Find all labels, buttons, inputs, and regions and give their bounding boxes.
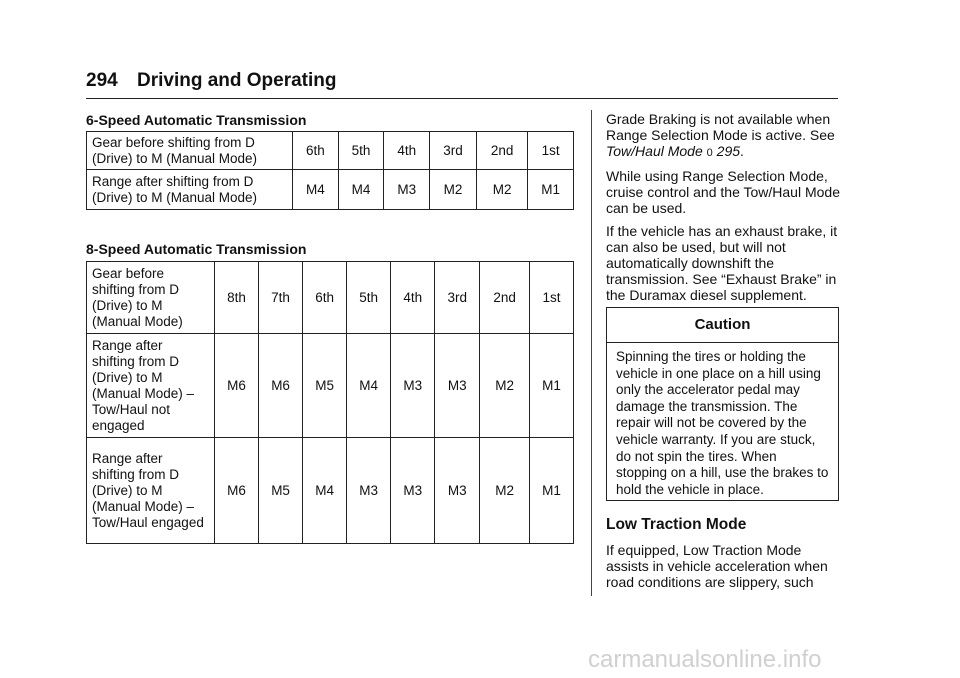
- table-cell: M3: [435, 438, 480, 544]
- table-cell: M4: [293, 170, 339, 210]
- table-cell: M4: [338, 170, 384, 210]
- table-cell: M6: [215, 334, 259, 438]
- table-row: [87, 334, 574, 438]
- table-row: [87, 132, 574, 170]
- table-cell: 8th: [215, 262, 259, 334]
- table-cell: 1st: [528, 132, 574, 170]
- page-ref-arrow-icon: 0: [706, 147, 713, 159]
- six-speed-table: [86, 131, 574, 210]
- grade-braking-paragraph: [606, 111, 844, 161]
- table-cell: M2: [476, 170, 527, 210]
- caution-box: [606, 307, 839, 501]
- eight-speed-title: 8-Speed Automatic Transmission: [86, 241, 307, 257]
- page-ref-number[interactable]: 295: [716, 143, 741, 159]
- table-row: [87, 170, 574, 210]
- row-label: Gear before shifting from D (Drive) to M (Manual Mode): [87, 132, 293, 170]
- page-section-title: Driving and Operating: [136, 70, 337, 91]
- table-cell: 7th: [259, 262, 303, 334]
- table-cell: M3: [391, 438, 435, 544]
- header-rule: [86, 98, 838, 99]
- table-cell: M3: [347, 438, 391, 544]
- table-cell: M2: [430, 170, 477, 210]
- table-row: [87, 438, 574, 544]
- table-cell: M2: [480, 334, 530, 438]
- page-header: [86, 70, 337, 92]
- table-cell: 5th: [338, 132, 384, 170]
- tow-haul-mode-link[interactable]: Tow/Haul Mode: [606, 143, 703, 159]
- caution-text: Spinning the tires or holding the vehicle in one place on a hill using only the accelerator pedal may damage the transmission. The repair will not be covered by the vehicle warranty. If you are stuck, do not spin the tires. When stopping on a hill, use the brakes to hold the vehicle in place.: [616, 349, 829, 497]
- table-cell: M2: [480, 438, 530, 544]
- table-cell: 1st: [529, 262, 573, 334]
- table-cell: 2nd: [476, 132, 527, 170]
- table-cell: 3rd: [430, 132, 477, 170]
- row-label: Gear before shifting from D (Drive) to M (Manual Mode): [87, 262, 215, 334]
- row-label: Range after shifting from D (Drive) to M (Manual Mode) – Tow/Haul not engaged: [87, 334, 215, 438]
- table-cell: M3: [384, 170, 430, 210]
- table-cell: 2nd: [480, 262, 530, 334]
- table-cell: M3: [391, 334, 435, 438]
- table-cell: M1: [529, 438, 573, 544]
- table-cell: M6: [215, 438, 259, 544]
- table-row: [87, 262, 574, 334]
- table-cell: M4: [303, 438, 347, 544]
- table-cell: M5: [303, 334, 347, 438]
- table-cell: 3rd: [435, 262, 480, 334]
- table-cell: M6: [259, 334, 303, 438]
- eight-speed-table: [86, 261, 574, 544]
- low-traction-mode-heading: Low Traction Mode: [606, 516, 747, 533]
- table-cell: M5: [259, 438, 303, 544]
- row-label: Range after shifting from D (Drive) to M (Manual Mode) – Tow/Haul engaged: [87, 438, 215, 544]
- table-cell: 5th: [347, 262, 391, 334]
- table-cell: M4: [347, 334, 391, 438]
- paragraph-end: .: [740, 143, 744, 159]
- table-cell: 4th: [384, 132, 430, 170]
- table-cell: 6th: [293, 132, 339, 170]
- row-label: Range after shifting from D (Drive) to M (Manual Mode): [87, 170, 293, 210]
- table-cell: M1: [528, 170, 574, 210]
- table-cell: 6th: [303, 262, 347, 334]
- caution-heading: Caution: [607, 308, 838, 343]
- watermark: carmanualsonline.info: [588, 646, 822, 673]
- low-traction-mode-text: If equipped, Low Traction Mode assists in vehicle acceleration when road conditions are slippery, such: [606, 542, 828, 590]
- six-speed-title: 6-Speed Automatic Transmission: [86, 112, 307, 128]
- page-number: 294: [86, 70, 118, 91]
- range-selection-paragraph: While using Range Selection Mode, cruise control and the Tow/Haul Mode can be used.: [606, 168, 840, 216]
- column-divider: [591, 110, 592, 596]
- paragraph-text: Grade Braking is not available when Range Selection Mode is active. See: [606, 111, 835, 143]
- table-cell: M1: [529, 334, 573, 438]
- table-cell: M3: [435, 334, 480, 438]
- exhaust-brake-paragraph: If the vehicle has an exhaust brake, it can also be used, but will not automatically downshift the transmission. See “Exhaust Brake” in the Duramax diesel supplement.: [606, 223, 838, 303]
- right-column: [606, 111, 844, 310]
- table-cell: 4th: [391, 262, 435, 334]
